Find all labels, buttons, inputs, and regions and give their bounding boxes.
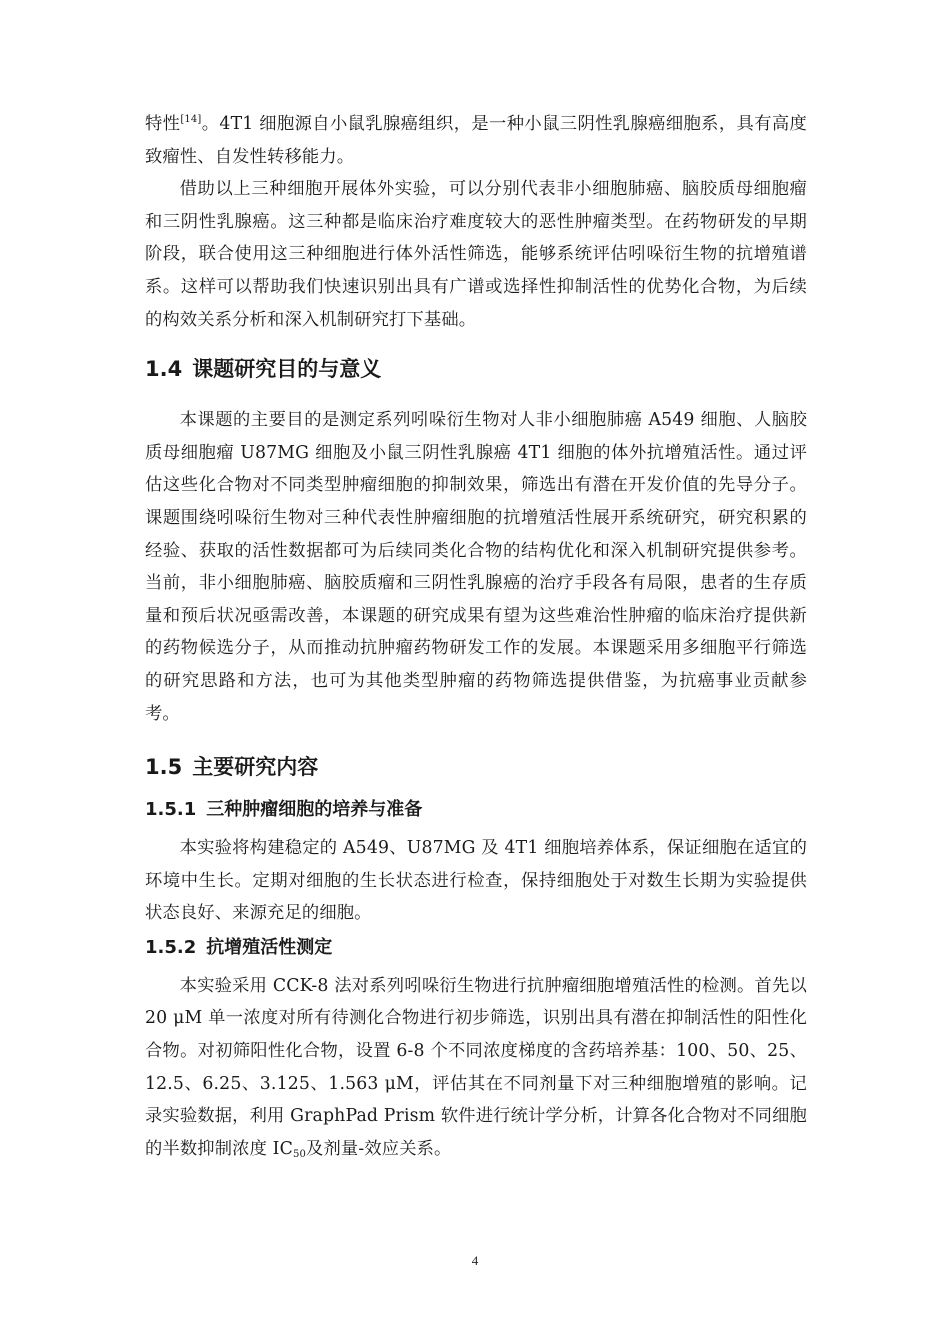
paragraph-text: 及剂量-效应关系。: [306, 1138, 452, 1159]
section-title: 主要研究内容: [192, 755, 319, 780]
paragraph-text: 本实验采用 CCK-8 法对系列吲哚衍生物进行抗肿瘤细胞增殖活性的检测。首先以 20 μM 单一浓度对所有待测化合物进行初步筛选，识别出具有潜在抑制活性的阳性化合物。对初筛阳性化合物，设置 6-8 个不同浓度梯度的含药培养基：100、50、25、12.5、6.25、3.125、1.563 μM，评估其在不同剂量下对三种细胞增殖的影响。记录实验数据，利用 GraphPad Prism 软件进行统计学分析，计算各化合物对不同细胞的半数抑制浓度 IC: [145, 975, 807, 1159]
section-number: 1.5: [145, 755, 183, 780]
document-page: [145, 108, 807, 1165]
subsection-number: 1.5.2: [145, 936, 197, 958]
subsection-number: 1.5.1: [145, 799, 197, 821]
paragraph-text: 。4T1 细胞源自小鼠乳腺癌组织，是一种小鼠三阴性乳腺癌细胞系，具有高度致瘤性、自发性转移能力。: [145, 114, 807, 167]
section-heading-1-5: [145, 752, 807, 782]
paragraph-in-vitro-rationale: 借助以上三种细胞开展体外实验，可以分别代表非小细胞肺癌、脑胶质母细胞瘤和三阴性乳腺癌。这三种都是临床治疗难度较大的恶性肿瘤类型。在药物研发的早期阶段，联合使用这三种细胞进行体外活性筛选，能够系统评估吲哚衍生物的抗增殖谱系。这样可以帮助我们快速识别出具有广谱或选择性抑制活性的优势化合物，为后续的构效关系分析和深入机制研究打下基础。: [145, 179, 807, 330]
citation-reference: [14]: [180, 114, 202, 125]
subscript-50: 50: [293, 1148, 307, 1160]
page-number: 4: [471, 1253, 479, 1268]
paragraph-text: 特性: [145, 114, 181, 134]
subsection-heading-1-5-1: [145, 796, 807, 824]
section-title: 课题研究目的与意义: [192, 357, 382, 382]
paragraph-cell-lines-end: [145, 108, 807, 173]
subsection-heading-1-5-2: [145, 934, 807, 962]
subsection-title: 抗增殖活性测定: [206, 936, 333, 958]
section-number: 1.4: [145, 357, 183, 382]
subsection-title: 三种肿瘤细胞的培养与准备: [206, 799, 423, 821]
section-heading-1-4: [145, 354, 807, 384]
paragraph-cell-culture: 本实验将构建稳定的 A549、U87MG 及 4T1 细胞培养体系，保证细胞在适宜的环境中生长。定期对细胞的生长状态进行检查，保持细胞处于对数生长期为实验提供状态良好、来源充足的细胞。: [145, 838, 807, 924]
paragraph-research-purpose: 本课题的主要目的是测定系列吲哚衍生物对人非小细胞肺癌 A549 细胞、人脑胶质母细胞瘤 U87MG 细胞及小鼠三阴性乳腺癌 4T1 细胞的体外抗增殖活性。通过评估这些化合物对不同类型肿瘤细胞的抑制效果，筛选出有潜在开发价值的先导分子。课题围绕吲哚衍生物对三种代表性肿瘤细胞的抗增殖活性展开系统研究，研究积累的经验、获取的活性数据都可为后续同类化合物的结构优化和深入机制研究提供参考。当前，非小细胞肺癌、脑胶质瘤和三阴性乳腺癌的治疗手段各有局限，患者的生存质量和预后状况亟需改善，本课题的研究成果有望为这些难治性肿瘤的临床治疗提供新的药物候选分子，从而推动抗肿瘤药物研发工作的发展。本课题采用多细胞平行筛选的研究思路和方法，也可为其他类型肿瘤的药物筛选提供借鉴，为抗癌事业贡献参考。: [145, 410, 807, 724]
paragraph-antiproliferation-assay: [145, 970, 807, 1166]
